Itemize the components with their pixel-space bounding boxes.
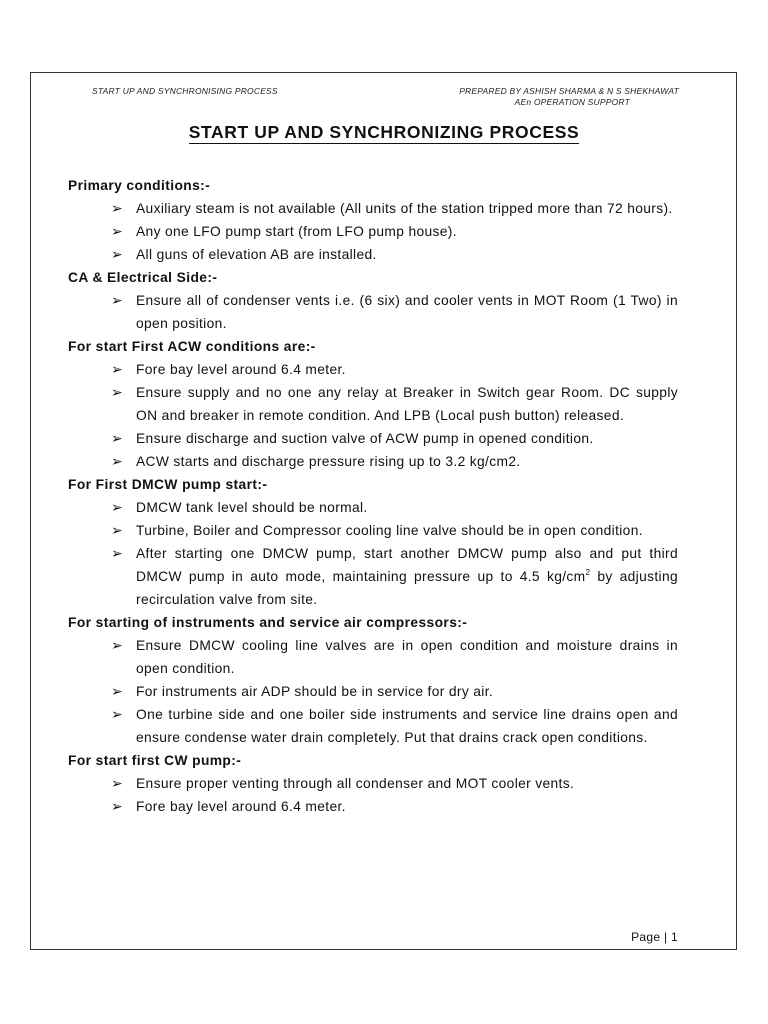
section-heading: CA & Electrical Side:- [68,270,218,285]
arrow-bullet-icon: ➢ [111,292,124,308]
bullet-text: Fore bay level around 6.4 meter. [136,799,346,814]
bullet-item [68,680,678,703]
arrow-bullet-icon: ➢ [111,200,124,216]
bullet-item [68,427,678,450]
bullet-text: For instruments air ADP should be in service for dry air. [136,684,494,699]
bullet-item [68,243,678,266]
bullet-text: One turbine side and one boiler side instruments and service line drains open and ensure condense water drain completely. Put that drains crack open conditions. [136,707,678,745]
arrow-bullet-icon: ➢ [111,798,124,814]
bullet-text: After starting one DMCW pump, start another DMCW pump also and put third DMCW pump in auto mode, maintaining pressure up to 4.5 $kg/cm^2$ by adjusting recirculation valve from site. [136,546,678,607]
bullet-item [68,703,678,749]
arrow-bullet-icon: ➢ [111,545,124,561]
arrow-bullet-icon: ➢ [111,683,124,699]
bullet-text: Turbine, Boiler and Compressor cooling line valve should be in open condition. [136,523,643,538]
arrow-bullet-icon: ➢ [111,522,124,538]
running-header-left: START UP AND SYNCHRONISING PROCESS [92,86,278,96]
header-prepared-by: PREPARED BY ASHISH SHARMA & N S SHEKHAWAT [459,86,679,96]
bullet-item [68,289,678,335]
bullet-text: Ensure DMCW cooling line valves are in open condition and moisture drains in open condition. [136,638,678,676]
bullet-item [68,519,678,542]
arrow-bullet-icon: ➢ [111,430,124,446]
bullet-item [68,220,678,243]
section-heading: For start first CW pump:- [68,753,242,768]
arrow-bullet-icon: ➢ [111,384,124,400]
bullet-item [68,542,678,611]
arrow-bullet-icon: ➢ [111,361,124,377]
bullet-item [68,358,678,381]
bullet-item [68,496,678,519]
arrow-bullet-icon: ➢ [111,637,124,653]
bullet-item [68,795,678,818]
document-body [68,174,678,818]
bullet-item [68,450,678,473]
section-heading: For starting of instruments and service air compressors:- [68,615,468,630]
bullet-text: All guns of elevation AB are installed. [136,247,377,262]
bullet-text: ACW starts and discharge pressure rising up to 3.2 kg/cm2. [136,454,521,469]
page-number: Page | 1 [631,930,678,944]
header-department: AEn OPERATION SUPPORT [514,97,630,107]
arrow-bullet-icon: ➢ [111,246,124,262]
bullet-text: Ensure discharge and suction valve of ACW pump in opened condition. [136,431,594,446]
section-heading: For First DMCW pump start:- [68,477,268,492]
arrow-bullet-icon: ➢ [111,775,124,791]
section-heading: For start First ACW conditions are:- [68,339,316,354]
bullet-text: Fore bay level around 6.4 meter. [136,362,346,377]
bullet-text: Ensure proper venting through all condenser and MOT cooler vents. [136,776,575,791]
arrow-bullet-icon: ➢ [111,453,124,469]
bullet-item [68,197,678,220]
bullet-text: Ensure supply and no one any relay at Breaker in Switch gear Room. DC supply ON and breaker in remote condition. And LPB (Local push button) released. [136,385,678,423]
arrow-bullet-icon: ➢ [111,499,124,515]
bullet-text: DMCW tank level should be normal. [136,500,368,515]
running-header-right [459,86,679,108]
document-title: START UP AND SYNCHRONIZING PROCESS [188,122,580,142]
arrow-bullet-icon: ➢ [111,706,124,722]
bullet-text: Ensure all of condenser vents i.e. (6 six) and cooler vents in MOT Room (1 Two) in open position. [136,293,678,331]
bullet-item [68,381,678,427]
bullet-text: Auxiliary steam is not available (All units of the station tripped more than 72 hours). [136,201,673,216]
bullet-item [68,634,678,680]
bullet-item [68,772,678,795]
arrow-bullet-icon: ➢ [111,223,124,239]
bullet-text: Any one LFO pump start (from LFO pump house). [136,224,457,239]
section-heading: Primary conditions:- [68,178,211,193]
